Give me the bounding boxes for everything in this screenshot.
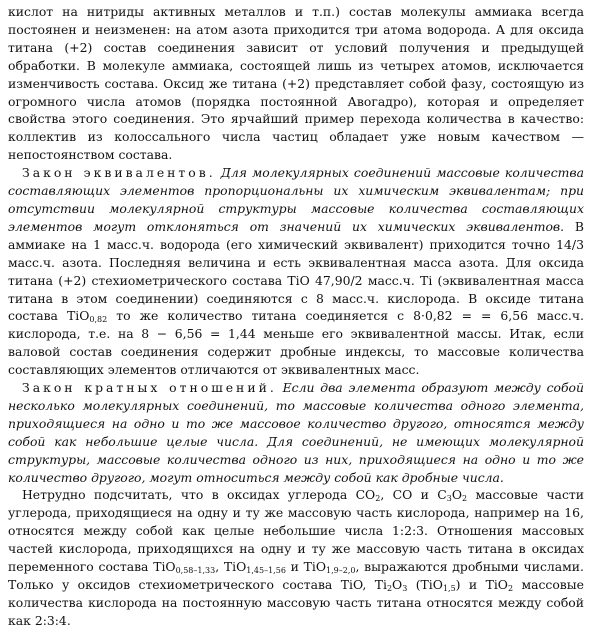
text-run: и TiO [285,559,327,575]
subscript: 0,58–1,33 [175,566,216,576]
subscript: 3 [402,584,408,593]
subscript: 1,9–2,0 [326,566,356,576]
text-run: ) и TiO [455,577,508,592]
section-heading: Закон эквивалентов. [22,165,216,181]
subscript: 3 [446,494,452,504]
text-run: В аммиаке на 1 масс.ч. водорода (его химический эквивалент) приходится точно 14/3 масс.ч. азота. Последняя величина и есть эквивалентная масса азота. Для оксида титана (+2) стехиометрического состава TiO 47,90/2 масс.ч. Ti (эквивалентная масса титана в этом соединении) соединяются с 8 масс.ч. кислорода. В оксиде титана состава TiO [8,218,585,324]
text-run: (TiO [407,577,443,592]
subscript: 2 [507,584,514,593]
text-run: O [392,577,403,592]
section-heading: Закон кратных отношений. [22,380,277,396]
subscript: 1,5 [442,584,456,593]
text-run: массовые части углерода, приходящиеся на одну и ту же массовую часть кислорода, например на 16, относятся между собой как целые небольшие числа 1:2:3. Отношения массовых частей кислорода, приходящихся на одну и ту же массовую часть титана в оксидах переменного состава TiO [8,487,584,575]
text-run: то же количество титана соединяется с 8·0,82 = = 6,56 масс.ч. кислорода, т.е. на 8 − 6,56 = 1,44 меньше его эквивалентной массы. Итак, если валовой состав соединения содержит дробные индексы, то массовые количества составляющих элементов отличаются от эквивалентных масс. [8,308,584,378]
italic-text: Если два элемента образуют между собой несколько молекулярных соединений, то массовые количества одного элемента, приходящиеся на одно и то же массовое количество другого, относятся между собой как небольшие целые числа. Для соединений, не имеющих молекулярной структуры, массовые количества одного из них, приходящиеся на одно и то же количество другого, могут относиться между собой как дробные числа. [8,380,584,485]
text-run: кислот на нитриды активных металлов и т.п.) состав молекулы аммиака всегда постоянен и неизменен: на атом азота приходится три атома водорода. А для оксида титана (+2) состав соединения зависит от условий получения и предыдущей обработки. В молекуле аммиака, состоящей лишь из четырех атомов, исключается изменчивость состава. Оксид же титана (+2) представляет собой фазу, состоящую из огромного числа атомов (порядка постоянной Авогадро), которая и определяет свойства этого соединения. Это ярчайший пример перехода количества в качество: коллектив из колоссального числа частиц обладает уже новым качеством — непостоянством состава. [8,4,584,163]
text-run: , TiO [215,559,247,575]
text-run: Нетрудно подсчитать, что в оксидах углерода CO [22,487,376,503]
paragraph-law-of-equivalents [8,164,584,379]
text-run: O [451,487,462,503]
paragraph-law-of-multiple-proportions [8,379,584,486]
text-run: , CO и C [380,487,447,503]
text-run: массовые количества кислорода на постоянную массовую часть титана относятся между собой как 2:3:4. [8,577,584,628]
paragraph-ammonia-vs-titanium [8,3,584,164]
subscript: 2 [386,584,393,593]
text-run: , выражаются дробными числами. Только у оксидов стехиометрического состава TiO, Ti [8,559,584,592]
subscript: 2 [375,494,381,504]
paragraph-carbon-titanium-oxides [8,486,584,629]
italic-text: Для молекулярных соединений массовые количества составляющих элементов пропорциональны их химическим эквивалентам; при отсутствии молекулярной структуры массовые количества составляющих элементов могут отклоняться от значений их химических эквивалентов. [8,165,584,234]
subscript: 1,45–1,56 [246,566,286,576]
subscript: 0,82 [89,315,108,325]
subscript: 2 [462,494,468,504]
